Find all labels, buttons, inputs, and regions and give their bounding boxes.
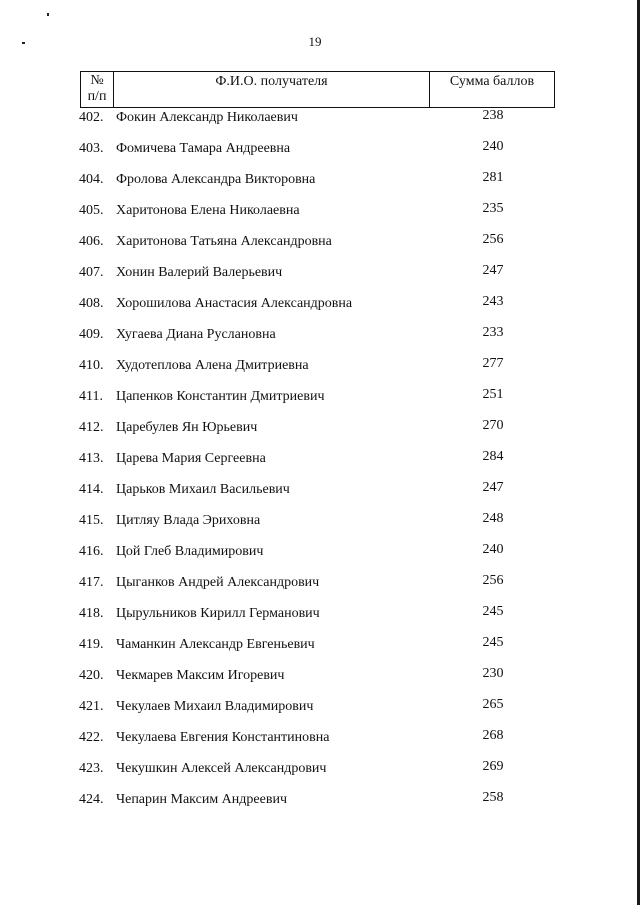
recipient-name: Харитонова Татьяна Александровна [116,234,332,249]
recipient-name: Чекулаев Михаил Владимирович [116,699,314,714]
recipient-name: Царьков Михаил Васильевич [116,482,290,497]
recipient-name: Чекулаева Евгения Константиновна [116,730,330,745]
recipient-name: Хугаева Диана Руслановна [116,327,276,342]
recipient-name: Цапенков Константин Дмитриевич [116,389,325,404]
table-row [0,139,630,170]
row-number: 410. [79,358,104,373]
table-row [0,790,630,821]
table-row [0,728,630,759]
score-value: 247 [482,480,504,495]
row-number: 417. [79,575,104,590]
table-row [0,325,630,356]
table-row [0,387,630,418]
score-value: 256 [482,232,504,247]
score-value: 230 [482,666,504,681]
table-row [0,232,630,263]
score-value: 269 [482,759,504,774]
score-value: 284 [482,449,504,464]
table-row [0,759,630,790]
row-number: 420. [79,668,104,683]
score-value: 277 [482,356,504,371]
table-row [0,170,630,201]
row-number: 408. [79,296,104,311]
recipient-name: Хорошилова Анастасия Александровна [116,296,353,311]
recipient-name: Фролова Александра Викторовна [116,172,316,187]
score-value: 240 [482,139,504,154]
table-row [0,263,630,294]
table-row [0,449,630,480]
score-value: 243 [482,294,504,309]
row-number: 404. [79,172,104,187]
table-row [0,573,630,604]
recipient-name: Цой Глеб Владимирович [116,544,264,559]
recipient-name: Чаманкин Александр Евгеньевич [116,637,315,652]
recipient-name: Царебулев Ян Юрьевич [116,420,258,435]
page-number: 19 [308,34,322,49]
score-value: 245 [482,604,504,619]
score-value: 238 [482,108,504,123]
row-number: 403. [79,141,104,156]
score-value: 248 [482,511,504,526]
scan-speck [47,13,49,16]
row-number: 423. [79,761,104,776]
score-value: 251 [482,387,504,402]
score-value: 268 [482,728,504,743]
recipient-name: Чекмарев Максим Игоревич [116,668,285,683]
row-number: 413. [79,451,104,466]
header-number-cell [81,72,114,107]
recipient-name: Цырульников Кирилл Германович [116,606,320,621]
row-number: 416. [79,544,104,559]
recipient-name: Худотеплова Алена Дмитриевна [116,358,309,373]
recipient-name: Царева Мария Сергеевна [116,451,266,466]
table-row [0,108,630,139]
table-body [0,108,630,821]
row-number: 409. [79,327,104,342]
table-row [0,480,630,511]
score-value: 245 [482,635,504,650]
row-number: 412. [79,420,104,435]
score-value: 247 [482,263,504,278]
row-number: 414. [79,482,104,497]
row-number: 424. [79,792,104,807]
score-value: 258 [482,790,504,805]
table-row [0,294,630,325]
score-value: 270 [482,418,504,433]
recipient-name: Харитонова Елена Николаевна [116,203,300,218]
row-number: 415. [79,513,104,528]
table-row [0,201,630,232]
header-name-cell: Ф.И.О. получателя [114,72,430,107]
table-row [0,697,630,728]
row-number: 407. [79,265,104,280]
table-row [0,356,630,387]
recipient-name: Чепарин Максим Андреевич [116,792,287,807]
table-row [0,511,630,542]
table-row [0,418,630,449]
header-number-abbr: п/п [87,89,107,104]
recipient-name: Фокин Александр Николаевич [116,110,298,125]
row-number: 405. [79,203,104,218]
row-number: 419. [79,637,104,652]
row-number: 421. [79,699,104,714]
score-value: 233 [482,325,504,340]
recipient-name: Цитляу Влада Эриховна [116,513,261,528]
score-value: 240 [482,542,504,557]
header-score-cell: Сумма баллов [449,74,535,89]
row-number: 402. [79,110,104,125]
recipient-name: Хонин Валерий Валерьевич [116,265,283,280]
row-number: 418. [79,606,104,621]
row-number: 422. [79,730,104,745]
score-value: 235 [482,201,504,216]
table-row [0,604,630,635]
table-row [0,542,630,573]
row-number: 406. [79,234,104,249]
recipient-name: Цыганков Андрей Александрович [116,575,320,590]
score-value: 256 [482,573,504,588]
score-value: 265 [482,697,504,712]
header-number-symbol: № [90,73,104,88]
recipient-name: Чекушкин Алексей Александрович [116,761,327,776]
table-header [80,71,555,108]
score-value: 281 [482,170,504,185]
table-row [0,635,630,666]
table-row [0,666,630,697]
row-number: 411. [79,389,103,404]
recipient-name: Фомичева Тамара Андреевна [116,141,291,156]
